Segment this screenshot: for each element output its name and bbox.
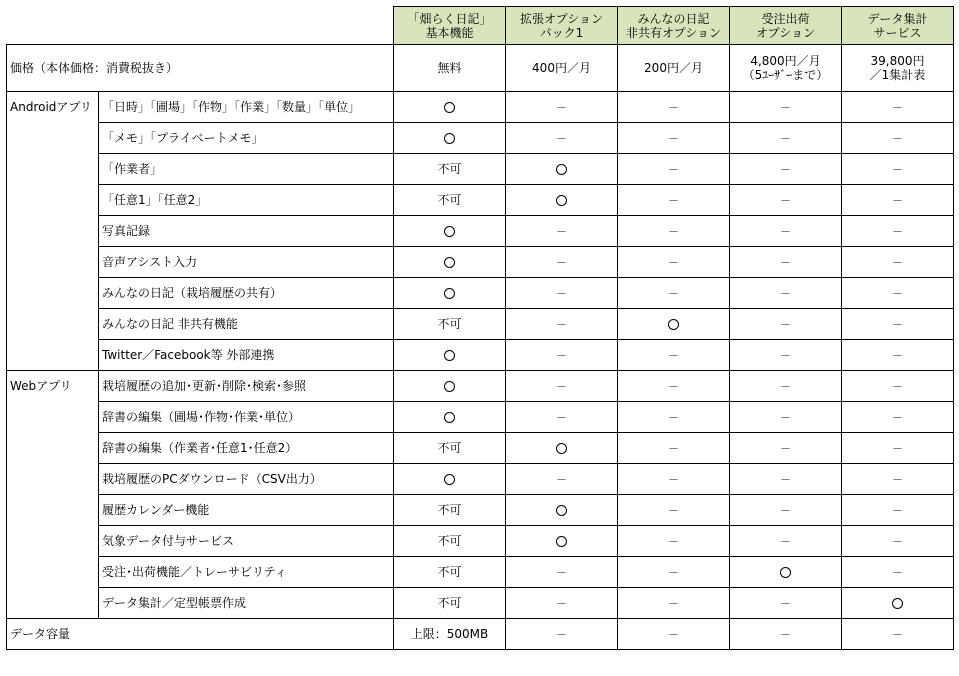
cell-order-shipping <box>730 371 842 402</box>
not-applicable-dash: － <box>668 286 679 300</box>
not-applicable-dash: － <box>668 255 679 269</box>
value-text: 不可 <box>437 441 462 455</box>
available-circle-icon <box>444 474 455 485</box>
cell-data-aggregation <box>842 588 954 619</box>
available-circle-icon <box>444 412 455 423</box>
feature-label: みんなの日記 非共有機能 <box>99 309 394 340</box>
cell-data-aggregation <box>842 247 954 278</box>
cell-extension-pack <box>506 278 618 309</box>
not-applicable-dash: － <box>780 224 791 238</box>
value-text: 不可 <box>437 162 462 176</box>
not-applicable-dash: － <box>892 503 903 517</box>
cell-non-share-option <box>618 123 730 154</box>
cell-basic <box>394 340 506 371</box>
not-applicable-dash: － <box>892 162 903 176</box>
table-row <box>7 309 954 340</box>
cell-order-shipping <box>730 123 842 154</box>
cell-data-aggregation <box>842 371 954 402</box>
not-applicable-dash: － <box>668 162 679 176</box>
table-row <box>7 185 954 216</box>
available-circle-icon <box>556 164 567 175</box>
price-data-aggregation: 39,800円 ／1集計表 <box>842 45 954 92</box>
available-circle-icon <box>892 598 903 609</box>
cell-basic <box>394 154 506 185</box>
available-circle-icon <box>444 226 455 237</box>
not-applicable-dash: － <box>892 255 903 269</box>
cell-non-share-option <box>618 526 730 557</box>
cell-extension-pack <box>506 92 618 123</box>
cell-extension-pack <box>506 123 618 154</box>
cell-extension-pack <box>506 216 618 247</box>
feature-label: 栽培履歴の追加･更新･削除･検索･参照 <box>99 371 394 402</box>
header-basic-features: 「畑らく日記」 基本機能 <box>394 7 506 45</box>
feature-label: 受注･出荷機能／トレーサビリティ <box>99 557 394 588</box>
cell-basic <box>394 123 506 154</box>
cell-non-share-option <box>618 433 730 464</box>
cell-non-share-option <box>618 402 730 433</box>
not-applicable-dash: － <box>556 348 567 362</box>
cell-non-share-option <box>618 495 730 526</box>
cell-extension-pack <box>506 309 618 340</box>
capacity-order-shipping <box>730 619 842 650</box>
cell-non-share-option <box>618 557 730 588</box>
available-circle-icon <box>556 195 567 206</box>
not-applicable-dash: － <box>892 100 903 114</box>
not-applicable-dash: － <box>780 131 791 145</box>
feature-label: 「メモ」「プライベートメモ」 <box>99 123 394 154</box>
table-row <box>7 495 954 526</box>
cell-non-share-option <box>618 92 730 123</box>
feature-label: 履歴カレンダー機能 <box>99 495 394 526</box>
not-applicable-dash: － <box>556 410 567 424</box>
cell-extension-pack <box>506 402 618 433</box>
table-row <box>7 154 954 185</box>
cell-non-share-option <box>618 371 730 402</box>
cell-extension-pack <box>506 495 618 526</box>
value-text: 不可 <box>437 596 462 610</box>
not-applicable-dash: － <box>668 193 679 207</box>
cell-extension-pack <box>506 247 618 278</box>
not-applicable-dash: － <box>892 317 903 331</box>
not-applicable-dash: － <box>556 255 567 269</box>
not-applicable-dash: － <box>668 100 679 114</box>
table-row <box>7 433 954 464</box>
feature-label: 「任意1」「任意2」 <box>99 185 394 216</box>
capacity-row <box>7 619 954 650</box>
cell-basic <box>394 557 506 588</box>
cell-basic <box>394 371 506 402</box>
cell-non-share-option <box>618 588 730 619</box>
cell-non-share-option <box>618 340 730 371</box>
not-applicable-dash: － <box>892 131 903 145</box>
feature-label: 気象データ付与サービス <box>99 526 394 557</box>
cell-basic <box>394 526 506 557</box>
available-circle-icon <box>556 536 567 547</box>
header-data-aggregation-service: データ集計 サービス <box>842 7 954 45</box>
not-applicable-dash: － <box>780 162 791 176</box>
cell-order-shipping <box>730 340 842 371</box>
cell-non-share-option <box>618 464 730 495</box>
cell-basic <box>394 92 506 123</box>
feature-label: 辞書の編集（圃場･作物･作業･単位） <box>99 402 394 433</box>
cell-extension-pack <box>506 433 618 464</box>
not-applicable-dash: － <box>892 534 903 548</box>
table-row <box>7 464 954 495</box>
not-applicable-dash: － <box>780 348 791 362</box>
not-applicable-dash: － <box>668 379 679 393</box>
value-text: 不可 <box>437 534 462 548</box>
table-row <box>7 92 954 123</box>
cell-order-shipping <box>730 526 842 557</box>
capacity-data-aggregation <box>842 619 954 650</box>
cell-data-aggregation <box>842 557 954 588</box>
not-applicable-dash: － <box>556 627 567 641</box>
not-applicable-dash: － <box>668 131 679 145</box>
price-row <box>7 45 954 92</box>
cell-data-aggregation <box>842 185 954 216</box>
table-row <box>7 340 954 371</box>
price-non-share-option: 200円／月 <box>618 45 730 92</box>
table-row <box>7 588 954 619</box>
cell-extension-pack <box>506 154 618 185</box>
feature-comparison-table <box>6 6 954 650</box>
not-applicable-dash: － <box>892 565 903 579</box>
not-applicable-dash: － <box>892 224 903 238</box>
cell-extension-pack <box>506 340 618 371</box>
not-applicable-dash: － <box>780 410 791 424</box>
not-applicable-dash: － <box>892 472 903 486</box>
cell-data-aggregation <box>842 495 954 526</box>
cell-basic <box>394 216 506 247</box>
available-circle-icon <box>444 102 455 113</box>
not-applicable-dash: － <box>556 565 567 579</box>
table-row <box>7 526 954 557</box>
not-applicable-dash: － <box>780 441 791 455</box>
available-circle-icon <box>780 567 791 578</box>
cell-order-shipping <box>730 309 842 340</box>
not-applicable-dash: － <box>892 286 903 300</box>
cell-non-share-option <box>618 247 730 278</box>
cell-non-share-option <box>618 216 730 247</box>
price-basic: 無料 <box>394 45 506 92</box>
price-order-shipping: 4,800円／月 （5ﾕｰｻﾞｰまで） <box>730 45 842 92</box>
available-circle-icon <box>444 288 455 299</box>
cell-order-shipping <box>730 464 842 495</box>
cell-order-shipping <box>730 557 842 588</box>
not-applicable-dash: － <box>780 379 791 393</box>
not-applicable-dash: － <box>892 627 903 641</box>
capacity-label: データ容量 <box>7 619 394 650</box>
not-applicable-dash: － <box>556 317 567 331</box>
not-applicable-dash: － <box>556 596 567 610</box>
not-applicable-dash: － <box>780 472 791 486</box>
not-applicable-dash: － <box>892 379 903 393</box>
not-applicable-dash: － <box>780 193 791 207</box>
header-non-share-option: みんなの日記 非共有オプション <box>618 7 730 45</box>
cell-order-shipping <box>730 495 842 526</box>
not-applicable-dash: － <box>780 317 791 331</box>
available-circle-icon <box>556 443 567 454</box>
feature-label: 辞書の編集（作業者･任意1･任意2） <box>99 433 394 464</box>
cell-basic <box>394 185 506 216</box>
available-circle-icon <box>668 319 679 330</box>
not-applicable-dash: － <box>780 596 791 610</box>
feature-label: Twitter／Facebook等 外部連携 <box>99 340 394 371</box>
cell-extension-pack <box>506 557 618 588</box>
cell-order-shipping <box>730 92 842 123</box>
cell-order-shipping <box>730 433 842 464</box>
cell-extension-pack <box>506 526 618 557</box>
cell-data-aggregation <box>842 92 954 123</box>
value-text: 上限：500MB <box>410 627 489 641</box>
not-applicable-dash: － <box>556 286 567 300</box>
value-text: 不可 <box>437 565 462 579</box>
not-applicable-dash: － <box>556 131 567 145</box>
value-text: 不可 <box>437 503 462 517</box>
section-label-web: Webアプリ <box>7 371 99 619</box>
cell-extension-pack <box>506 464 618 495</box>
not-applicable-dash: － <box>556 100 567 114</box>
header-row <box>7 7 954 45</box>
available-circle-icon <box>556 505 567 516</box>
cell-basic <box>394 278 506 309</box>
cell-non-share-option <box>618 185 730 216</box>
not-applicable-dash: － <box>668 348 679 362</box>
cell-data-aggregation <box>842 309 954 340</box>
cell-basic <box>394 495 506 526</box>
value-text: 不可 <box>437 317 462 331</box>
table-row <box>7 402 954 433</box>
cell-non-share-option <box>618 154 730 185</box>
header-order-shipping-option: 受注出荷 オプション <box>730 7 842 45</box>
cell-extension-pack <box>506 588 618 619</box>
cell-basic <box>394 309 506 340</box>
section-label-android: Androidアプリ <box>7 92 99 371</box>
not-applicable-dash: － <box>668 565 679 579</box>
cell-data-aggregation <box>842 402 954 433</box>
price-extension-pack: 400円／月 <box>506 45 618 92</box>
table-row <box>7 123 954 154</box>
not-applicable-dash: － <box>556 472 567 486</box>
not-applicable-dash: － <box>668 503 679 517</box>
table-row <box>7 278 954 309</box>
table-row <box>7 557 954 588</box>
cell-non-share-option <box>618 309 730 340</box>
feature-label: 「日時」「圃場」「作物」「作業」「数量」「単位」 <box>99 92 394 123</box>
cell-basic <box>394 247 506 278</box>
cell-basic <box>394 402 506 433</box>
available-circle-icon <box>444 133 455 144</box>
feature-label: 音声アシスト入力 <box>99 247 394 278</box>
not-applicable-dash: － <box>780 627 791 641</box>
feature-label: みんなの日記（栽培履歴の共有） <box>99 278 394 309</box>
cell-order-shipping <box>730 247 842 278</box>
cell-basic <box>394 433 506 464</box>
not-applicable-dash: － <box>780 100 791 114</box>
capacity-basic <box>394 619 506 650</box>
cell-order-shipping <box>730 185 842 216</box>
cell-data-aggregation <box>842 433 954 464</box>
not-applicable-dash: － <box>556 224 567 238</box>
cell-data-aggregation <box>842 216 954 247</box>
table-row <box>7 216 954 247</box>
cell-data-aggregation <box>842 464 954 495</box>
table-row <box>7 247 954 278</box>
price-label: 価格（本体価格：消費税抜き） <box>7 45 394 92</box>
feature-label: 「作業者」 <box>99 154 394 185</box>
not-applicable-dash: － <box>780 534 791 548</box>
cell-non-share-option <box>618 278 730 309</box>
not-applicable-dash: － <box>892 441 903 455</box>
cell-data-aggregation <box>842 278 954 309</box>
not-applicable-dash: － <box>892 410 903 424</box>
not-applicable-dash: － <box>668 410 679 424</box>
header-blank-cell <box>7 7 394 45</box>
cell-data-aggregation <box>842 154 954 185</box>
not-applicable-dash: － <box>668 627 679 641</box>
cell-data-aggregation <box>842 123 954 154</box>
not-applicable-dash: － <box>780 286 791 300</box>
cell-order-shipping <box>730 588 842 619</box>
not-applicable-dash: － <box>668 534 679 548</box>
cell-order-shipping <box>730 154 842 185</box>
available-circle-icon <box>444 350 455 361</box>
not-applicable-dash: － <box>668 441 679 455</box>
table-row <box>7 371 954 402</box>
header-extension-pack: 拡張オプション パック1 <box>506 7 618 45</box>
cell-data-aggregation <box>842 526 954 557</box>
not-applicable-dash: － <box>556 379 567 393</box>
not-applicable-dash: － <box>892 348 903 362</box>
cell-data-aggregation <box>842 340 954 371</box>
feature-label: データ集計／定型帳票作成 <box>99 588 394 619</box>
cell-order-shipping <box>730 216 842 247</box>
cell-order-shipping <box>730 278 842 309</box>
not-applicable-dash: － <box>780 255 791 269</box>
available-circle-icon <box>444 257 455 268</box>
not-applicable-dash: － <box>780 503 791 517</box>
available-circle-icon <box>444 381 455 392</box>
value-text: 不可 <box>437 193 462 207</box>
cell-basic <box>394 464 506 495</box>
not-applicable-dash: － <box>668 596 679 610</box>
cell-extension-pack <box>506 185 618 216</box>
cell-basic <box>394 588 506 619</box>
feature-label: 写真記録 <box>99 216 394 247</box>
capacity-extension-pack <box>506 619 618 650</box>
not-applicable-dash: － <box>892 193 903 207</box>
cell-extension-pack <box>506 371 618 402</box>
capacity-non-share-option <box>618 619 730 650</box>
not-applicable-dash: － <box>668 224 679 238</box>
cell-order-shipping <box>730 402 842 433</box>
not-applicable-dash: － <box>668 472 679 486</box>
feature-label: 栽培履歴のPCダウンロード（CSV出力） <box>99 464 394 495</box>
